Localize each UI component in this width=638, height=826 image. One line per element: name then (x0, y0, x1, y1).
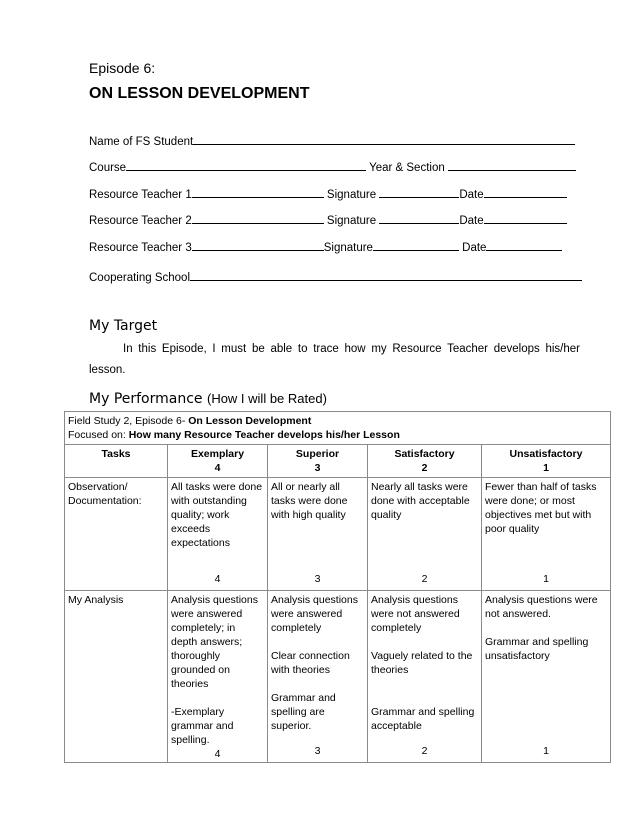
rt3-label: Resource Teacher 3 (89, 242, 192, 254)
rubric-cell: Analysis questions were not answered completely Vaguely related to the theories Grammar and spelling acceptable 2 (368, 591, 482, 763)
student-name-blank[interactable] (193, 133, 575, 145)
rubric-caption-row (65, 412, 611, 445)
rubric-caption-line1: Field Study 2, Episode 6- On Lesson Development (68, 415, 312, 427)
rt1-label: Resource Teacher 1 (89, 189, 192, 201)
tasks-header: Tasks (65, 445, 168, 478)
rubric-table (64, 411, 611, 763)
level-header: Exemplary 4 (168, 445, 268, 478)
rt2-date-label: Date (459, 215, 484, 227)
rt2-date-blank[interactable] (484, 212, 567, 224)
coop-label: Cooperating School (89, 272, 191, 284)
rubric-cell: Analysis questions were answered completely Clear connection with theories Grammar and spelling are superior. 3 (268, 591, 368, 763)
my-performance-title: My Performance (89, 391, 203, 407)
rubric-caption-line2: Focused on: How many Resource Teacher develops his/her Lesson (68, 429, 400, 441)
rt1-signature-label: Signature (326, 189, 377, 201)
course-field (89, 159, 576, 174)
rubric-cell: Analysis questions were answered completely; in depth answers; thoroughly grounded on theories -Exemplary grammar and spelling. 4 (168, 591, 268, 763)
year-section-label: Year & Section (369, 162, 445, 174)
level-header: Superior 3 (268, 445, 368, 478)
rt3-date-blank[interactable] (486, 239, 562, 251)
cooperating-school-field (89, 269, 582, 284)
my-target-heading: My Target (89, 318, 158, 334)
rt1-date-blank[interactable] (484, 186, 567, 198)
task-cell: Observation/ Documentation: (65, 478, 168, 591)
my-performance-heading (89, 391, 327, 407)
rt1-signature-blank[interactable] (379, 186, 459, 198)
course-label: Course (89, 162, 127, 174)
rubric-header-row (65, 445, 611, 478)
rt3-date-label: Date (462, 242, 487, 254)
resource-teacher-3-field (89, 239, 562, 254)
rt1-blank[interactable] (192, 186, 324, 198)
rubric-cell: Analysis questions were not answered. Grammar and spelling unsatisfactory 1 (482, 591, 611, 763)
rt3-blank[interactable] (192, 239, 324, 251)
task-cell: My Analysis (65, 591, 168, 763)
rt2-signature-blank[interactable] (379, 212, 459, 224)
level-header: Satisfactory 2 (368, 445, 482, 478)
rt2-label: Resource Teacher 2 (89, 215, 192, 227)
rt3-signature-blank[interactable] (373, 239, 459, 251)
level-header: Unsatisfactory 1 (482, 445, 611, 478)
student-name-field (89, 133, 575, 148)
course-blank[interactable] (126, 159, 366, 171)
resource-teacher-1-field (89, 186, 567, 201)
rt2-blank[interactable] (192, 212, 324, 224)
rubric-cell: Nearly all tasks were done with acceptable quality 2 (368, 478, 482, 591)
rt2-signature-label: Signature (326, 215, 377, 227)
table-row (65, 591, 611, 763)
rt3-signature-label: Signature (323, 242, 373, 254)
rubric-cell: All tasks were done with outstanding quality; work exceeds expectations 4 (168, 478, 268, 591)
year-section-blank[interactable] (448, 159, 576, 171)
rubric-cell: All or nearly all tasks were done with high quality 3 (268, 478, 368, 591)
my-target-text: In this Episode, I must be able to trace how my Resource Teacher develops his/her lesson. (89, 343, 580, 376)
episode-label: Episode 6: (89, 60, 156, 76)
table-row (65, 478, 611, 591)
student-name-label: Name of FS Student (89, 136, 194, 148)
page-title: ON LESSON DEVELOPMENT (89, 85, 310, 102)
my-performance-subtitle: (How I will be Rated) (206, 391, 327, 406)
rt1-date-label: Date (459, 189, 484, 201)
rubric-cell: Fewer than half of tasks were done; or most objectives met but with poor quality 1 (482, 478, 611, 591)
coop-blank[interactable] (190, 269, 582, 281)
resource-teacher-2-field (89, 212, 567, 227)
